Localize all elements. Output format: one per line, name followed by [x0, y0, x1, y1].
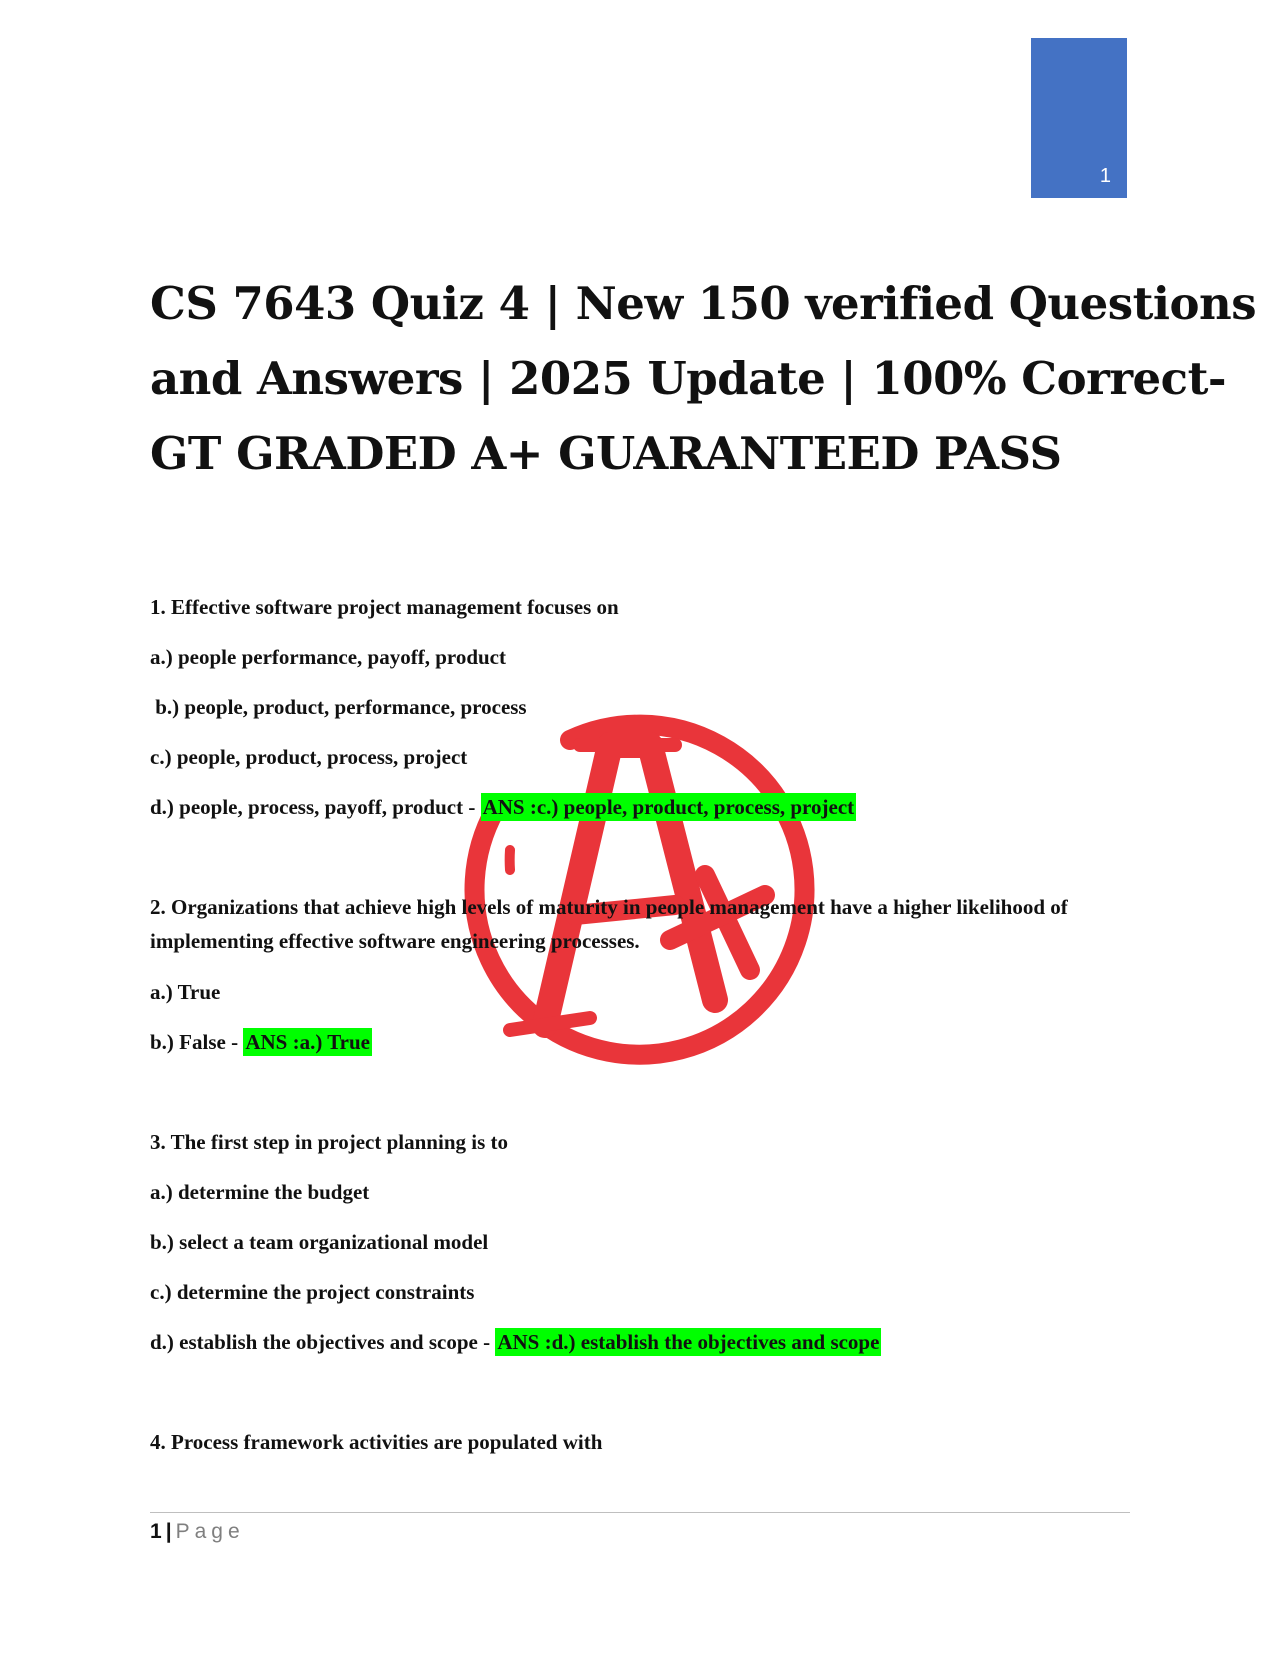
question-4-text: 4. Process framework activities are populated with: [150, 1430, 603, 1454]
title-line-3: GT GRADED A+ GUARANTEED PASS: [150, 427, 1062, 480]
question-3-answer: ANS :d.) establish the objectives and scope: [497, 1330, 880, 1354]
question-3-option-b: b.) select a team organizational model: [150, 1230, 489, 1254]
document-title: [150, 266, 1257, 491]
footer-divider: [150, 1512, 1130, 1513]
footer-page-number: 1: [150, 1520, 162, 1543]
question-1-option-a: a.) people performance, payoff, product: [150, 645, 506, 669]
question-3-option-c: c.) determine the project constraints: [150, 1280, 475, 1304]
page-tab-number: 1: [1099, 165, 1111, 187]
question-2-option-b-row: [150, 1025, 372, 1059]
question-2-text: 2. Organizations that achieve high levels of maturity in people management have a higher likelihood of implementing effective software engineering processes.: [150, 895, 1068, 953]
question-1-option-b: b.) people, product, performance, process: [150, 695, 527, 719]
question-3-option-d: d.) establish the objectives and scope -: [150, 1330, 496, 1354]
question-3-text: 3. The first step in project planning is to: [150, 1130, 509, 1154]
question-1-option-d-row: [150, 790, 856, 824]
question-2-answer: ANS :a.) True: [245, 1030, 370, 1054]
question-3-option-d-row: [150, 1325, 881, 1359]
question-1-option-d: d.) people, process, payoff, product -: [150, 795, 481, 819]
title-line-2: and Answers | 2025 Update | 100% Correct-: [150, 352, 1227, 405]
page-footer: [150, 1518, 245, 1546]
question-1-answer: ANS :c.) people, product, process, project: [482, 795, 855, 819]
question-3-option-a: a.) determine the budget: [150, 1180, 370, 1204]
title-line-1: CS 7643 Quiz 4 | New 150 verified Questions: [150, 277, 1257, 330]
footer-separator: |: [165, 1520, 172, 1543]
question-2-option-a: a.) True: [150, 980, 221, 1004]
page-number-tab: [1031, 38, 1127, 198]
question-2-option-b: b.) False -: [150, 1030, 244, 1054]
footer-page-label: Page: [175, 1520, 245, 1543]
question-1-text: 1. Effective software project management focuses on: [150, 595, 619, 619]
question-1-option-c: c.) people, product, process, project: [150, 745, 468, 769]
